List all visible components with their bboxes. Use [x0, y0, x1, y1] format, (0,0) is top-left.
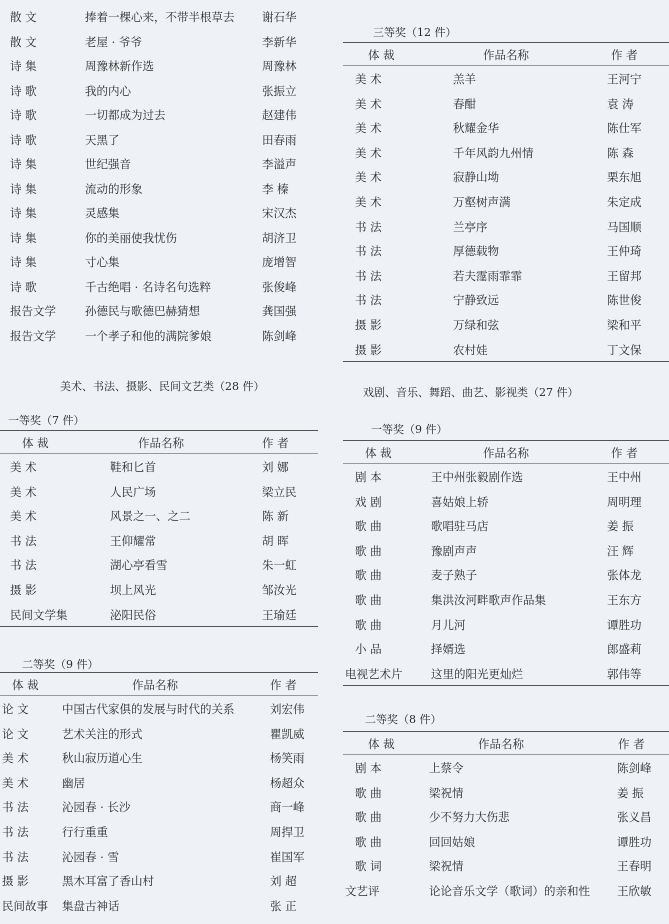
author-cell: 张 正 — [270, 898, 297, 913]
table-bottom-rule — [343, 685, 669, 686]
author-cell: 胡济卫 — [262, 230, 297, 245]
author-cell: 李 榛 — [262, 181, 289, 196]
award-table-drama-first — [343, 440, 669, 686]
author-cell: 庞增智 — [262, 255, 297, 269]
table-row — [343, 464, 669, 489]
genre-cell: 歌 曲 — [355, 810, 382, 825]
genre-cell: 美 术 — [355, 194, 382, 209]
author-cell: 周豫林 — [262, 59, 297, 73]
genre-cell: 文艺评 — [345, 883, 380, 898]
column-header-title: 作品名称 — [132, 678, 178, 692]
genre-cell: 书 法 — [2, 849, 29, 864]
table-header — [343, 731, 669, 755]
genre-cell: 美 术 — [10, 484, 37, 499]
author-cell: 陈剑峰 — [617, 761, 652, 775]
title-cell: 这里的阳光更灿烂 — [431, 666, 523, 681]
genre-cell: 散 文 — [10, 10, 37, 24]
genre-cell: 诗 集 — [10, 181, 37, 196]
table-row — [0, 721, 318, 746]
genre-cell: 美 术 — [2, 775, 29, 790]
table-row — [0, 249, 330, 274]
title-cell: 灵感集 — [85, 206, 120, 220]
genre-cell: 诗 歌 — [10, 108, 37, 122]
table-row — [343, 562, 669, 587]
table-row — [343, 755, 669, 780]
title-cell: 沁园春 · 雪 — [62, 849, 119, 864]
table-row — [0, 53, 330, 78]
author-cell: 朱定成 — [607, 194, 642, 209]
table-row — [343, 263, 669, 288]
column-header-title: 作品名称 — [478, 737, 524, 751]
table-row — [343, 804, 669, 829]
author-cell: 崔国军 — [270, 849, 305, 864]
genre-cell: 书 法 — [2, 824, 29, 839]
table-row — [343, 636, 669, 661]
author-cell: 周捍卫 — [270, 824, 305, 839]
table-row — [343, 238, 669, 263]
title-cell: 周豫林新作选 — [85, 59, 154, 73]
genre-cell: 诗 集 — [10, 59, 37, 73]
table-row — [0, 176, 330, 201]
title-cell: 王仰耀常 — [110, 533, 156, 548]
title-cell: 厚德载物 — [453, 244, 499, 259]
author-cell: 栗东旭 — [607, 170, 642, 185]
genre-cell: 论 文 — [2, 702, 29, 716]
author-cell: 汪 辉 — [607, 543, 634, 558]
table-row — [0, 602, 318, 627]
column-header-genre: 体 裁 — [368, 737, 395, 751]
title-cell: 坝上风光 — [110, 582, 156, 597]
genre-cell: 报告文学 — [10, 328, 56, 343]
author-cell: 谢石华 — [262, 10, 297, 24]
author-cell: 陈 新 — [262, 509, 289, 524]
genre-cell: 美 术 — [10, 509, 37, 524]
column-header-title: 作品名称 — [483, 446, 529, 460]
genre-cell: 摄 影 — [355, 342, 382, 357]
award-table-drama-second — [343, 731, 669, 903]
title-cell: 少不努力大伤悲 — [429, 810, 510, 825]
author-cell: 张振立 — [262, 83, 297, 98]
author-cell: 王留邦 — [607, 268, 642, 283]
table-bottom-rule — [0, 626, 318, 627]
table-row — [343, 489, 669, 514]
genre-cell: 美 术 — [355, 121, 382, 136]
table-row — [0, 528, 318, 553]
genre-cell: 歌 词 — [355, 859, 382, 874]
author-cell: 杨笑雨 — [270, 751, 305, 766]
award-level-heading: 一等奖（9 件） — [371, 423, 448, 436]
genre-cell: 散 文 — [10, 34, 37, 49]
table-row — [0, 151, 330, 176]
genre-cell: 诗 歌 — [10, 279, 37, 294]
title-cell: 鞋和匕首 — [110, 460, 156, 474]
table-row — [0, 479, 318, 504]
table-row — [0, 552, 318, 577]
award-table-arts-third — [343, 42, 669, 362]
table-row — [0, 323, 330, 348]
author-cell: 陈 森 — [607, 145, 634, 160]
title-cell: 行行重重 — [62, 824, 108, 839]
author-cell: 王河宁 — [607, 72, 642, 86]
title-cell: 千古绝唱 · 名诗名句选粹 — [85, 279, 211, 294]
table-row — [0, 29, 330, 54]
author-cell: 马国顺 — [607, 219, 642, 234]
table-row — [0, 4, 330, 29]
author-cell: 陈世俊 — [607, 293, 642, 308]
author-cell: 李新华 — [262, 34, 297, 49]
award-table-arts-first — [0, 430, 318, 627]
award-level-heading: 二等奖（8 件） — [365, 713, 442, 726]
title-cell: 千年风韵九州情 — [453, 145, 534, 160]
genre-cell: 戏 剧 — [355, 494, 382, 509]
column-header-genre: 体 裁 — [12, 678, 39, 692]
title-cell: 黑木耳富了香山村 — [62, 874, 154, 889]
column-header-author: 作 者 — [270, 678, 297, 692]
genre-cell: 书 法 — [2, 800, 29, 815]
author-cell: 梁立民 — [262, 484, 297, 499]
title-cell: 寂静山坳 — [453, 170, 499, 185]
column-header-genre: 体 裁 — [365, 446, 392, 460]
table-row — [343, 538, 669, 563]
title-cell: 湖心亭看雪 — [110, 558, 168, 573]
author-cell: 袁 涛 — [607, 96, 634, 111]
table-bottom-rule — [343, 361, 669, 362]
title-cell: 豫剧声声 — [431, 543, 477, 558]
author-cell: 赵建伟 — [262, 108, 297, 122]
author-cell: 商一峰 — [270, 800, 305, 815]
table-row — [343, 66, 669, 91]
author-cell: 王欣敏 — [617, 883, 652, 898]
table-row — [343, 115, 669, 140]
genre-cell: 诗 歌 — [10, 132, 37, 147]
table-row — [0, 794, 318, 819]
genre-cell: 美 术 — [355, 170, 382, 185]
table-row — [0, 844, 318, 869]
genre-cell: 小 品 — [355, 642, 382, 657]
author-cell: 王瑜廷 — [262, 607, 297, 622]
genre-cell: 电视艺术片 — [345, 666, 403, 681]
table-row — [343, 312, 669, 337]
title-cell: 秋耀金华 — [453, 121, 499, 136]
genre-cell: 诗 集 — [10, 157, 37, 171]
author-cell: 龚国强 — [262, 304, 297, 318]
title-cell: 中国古代家俱的发展与时代的关系 — [62, 702, 235, 716]
genre-cell: 书 法 — [355, 244, 382, 259]
title-cell: 你的美丽使我忧伤 — [85, 230, 177, 245]
title-cell: 风景之一、之二 — [110, 509, 191, 524]
table-row — [343, 91, 669, 116]
title-cell: 孙德民与歌德巴赫猜想 — [85, 304, 200, 318]
column-header-title: 作品名称 — [483, 48, 529, 62]
genre-cell: 美 术 — [2, 751, 29, 766]
table-row — [0, 893, 318, 918]
author-cell: 陈剑峰 — [262, 328, 297, 343]
genre-cell: 诗 歌 — [10, 83, 37, 98]
genre-cell: 书 法 — [355, 219, 382, 234]
table-row — [0, 503, 318, 528]
author-cell: 周明理 — [607, 494, 642, 509]
genre-cell: 民间故事 — [2, 898, 48, 913]
title-cell: 麦子熟子 — [431, 568, 477, 583]
author-cell: 谭胜功 — [617, 834, 652, 849]
genre-cell: 美 术 — [355, 145, 382, 160]
genre-cell: 书 法 — [355, 293, 382, 308]
genre-cell: 歌 曲 — [355, 834, 382, 849]
genre-cell: 剧 本 — [355, 761, 382, 775]
title-cell: 回回姑娘 — [429, 834, 475, 849]
title-cell: 择婿选 — [431, 642, 466, 657]
table-row — [343, 878, 669, 903]
author-cell: 刘宏伟 — [270, 702, 305, 716]
author-cell: 瞿凯威 — [270, 726, 305, 741]
title-cell: 一切都成为过去 — [85, 108, 166, 122]
title-cell: 老屋 · 爷爷 — [85, 34, 142, 49]
author-cell: 张俊峰 — [262, 279, 297, 294]
title-cell: 梁祝情 — [429, 785, 464, 800]
title-cell: 世纪强音 — [85, 157, 131, 171]
title-cell: 集盘古神话 — [62, 898, 120, 913]
title-cell: 一个孝子和他的满院爹娘 — [85, 328, 212, 343]
author-cell: 邹汝光 — [262, 582, 297, 597]
title-cell: 农村娃 — [453, 342, 488, 357]
column-header-title: 作品名称 — [138, 436, 184, 450]
award-level-heading: 三等奖（12 件） — [373, 26, 457, 39]
title-cell: 喜姑娘上轿 — [431, 494, 489, 509]
author-cell: 王东方 — [607, 592, 642, 607]
title-cell: 春酣 — [453, 96, 476, 111]
title-cell: 天黑了 — [85, 132, 120, 147]
title-cell: 歌唱驻马店 — [431, 519, 489, 534]
author-cell: 刘 娜 — [262, 460, 289, 474]
author-cell: 宋汉杰 — [262, 206, 297, 220]
table-row — [343, 612, 669, 637]
table-row — [0, 696, 318, 721]
genre-cell: 书 法 — [10, 558, 37, 573]
column-header-author: 作 者 — [611, 446, 638, 460]
table-row — [343, 140, 669, 165]
author-cell: 姜 振 — [607, 519, 634, 534]
table-row — [343, 214, 669, 239]
title-cell: 秋山寂历道心生 — [62, 751, 143, 766]
author-cell: 李溢声 — [262, 157, 297, 171]
table-row — [343, 287, 669, 312]
author-cell: 张义昌 — [617, 810, 652, 825]
title-cell: 若夫霪雨霏霏 — [453, 268, 522, 283]
genre-cell: 书 法 — [355, 268, 382, 283]
genre-cell: 歌 曲 — [355, 617, 382, 632]
table-row — [0, 200, 330, 225]
table-header — [0, 430, 318, 454]
title-cell: 羔羊 — [453, 72, 476, 86]
section-heading-arts: 美术、书法、摄影、民间文艺类（28 件） — [60, 380, 265, 393]
table-header — [343, 440, 669, 464]
table-row — [0, 819, 318, 844]
section-heading-drama: 戏剧、音乐、舞蹈、曲艺、影视类（27 件） — [363, 386, 579, 399]
author-cell: 王仲琦 — [607, 244, 642, 259]
author-cell: 王春明 — [617, 859, 652, 874]
column-header-genre: 体 裁 — [22, 436, 49, 450]
award-level-heading: 一等奖（7 件） — [8, 414, 85, 427]
genre-cell: 报告文学 — [10, 304, 56, 318]
title-cell: 我的内心 — [85, 83, 131, 98]
title-cell: 人民广场 — [110, 484, 156, 499]
title-cell: 上蔡令 — [429, 761, 464, 775]
column-header-author: 作 者 — [618, 737, 645, 751]
title-cell: 月儿河 — [431, 617, 466, 632]
author-cell: 丁文保 — [607, 342, 642, 357]
genre-cell: 书 法 — [10, 533, 37, 548]
table-row — [0, 745, 318, 770]
table-row — [0, 454, 318, 479]
genre-cell: 诗 集 — [10, 230, 37, 245]
title-cell: 论论音乐文学（歌词）的亲和性 — [429, 883, 590, 898]
title-cell: 幽居 — [62, 775, 85, 790]
table-row — [343, 164, 669, 189]
author-cell: 梁和平 — [607, 317, 642, 332]
award-table-arts-second — [0, 672, 318, 917]
author-cell: 刘 超 — [270, 874, 297, 889]
title-cell: 寸心集 — [85, 255, 120, 269]
table-row — [0, 225, 330, 250]
literature-award-list — [0, 4, 330, 347]
table-row — [0, 78, 330, 103]
title-cell: 捧着一棵心来，不带半根草去 — [85, 10, 235, 24]
table-row — [0, 577, 318, 602]
title-cell: 流动的形象 — [85, 181, 143, 196]
table-row — [0, 868, 318, 893]
table-row — [343, 780, 669, 805]
table-row — [343, 853, 669, 878]
table-row — [343, 189, 669, 214]
genre-cell: 歌 曲 — [355, 785, 382, 800]
author-cell: 郎盛莉 — [607, 642, 642, 657]
author-cell: 田春雨 — [262, 132, 297, 147]
title-cell: 集洪汝河畔歌声作品集 — [431, 592, 546, 607]
table-row — [343, 829, 669, 854]
title-cell: 兰亭序 — [453, 219, 488, 234]
genre-cell: 歌 曲 — [355, 543, 382, 558]
column-header-author: 作 者 — [262, 436, 289, 450]
table-row — [0, 274, 330, 299]
genre-cell: 歌 曲 — [355, 568, 382, 583]
genre-cell: 摄 影 — [2, 874, 29, 889]
genre-cell: 诗 集 — [10, 255, 37, 269]
title-cell: 宁静致远 — [453, 293, 499, 308]
table-row — [0, 127, 330, 152]
table-row — [0, 102, 330, 127]
table-row — [343, 661, 669, 686]
table-row — [343, 587, 669, 612]
genre-cell: 民间文学集 — [10, 607, 68, 622]
author-cell: 张体龙 — [607, 568, 642, 583]
author-cell: 谭胜功 — [607, 617, 642, 632]
genre-cell: 摄 影 — [10, 582, 37, 597]
genre-cell: 诗 集 — [10, 206, 37, 220]
title-cell: 万壑树声满 — [453, 194, 511, 209]
column-header-author: 作 者 — [611, 48, 638, 62]
table-row — [0, 770, 318, 795]
title-cell: 沁园春 · 长沙 — [62, 800, 131, 815]
table-header — [343, 42, 669, 66]
column-header-genre: 体 裁 — [368, 48, 395, 62]
genre-cell: 摄 影 — [355, 317, 382, 332]
author-cell: 杨超众 — [270, 775, 305, 790]
table-row — [0, 298, 330, 323]
title-cell: 艺术关注的形式 — [62, 726, 143, 741]
title-cell: 泌阳民俗 — [110, 607, 156, 622]
author-cell: 陈仕军 — [607, 121, 642, 136]
genre-cell: 美 术 — [355, 72, 382, 86]
genre-cell: 歌 曲 — [355, 519, 382, 534]
title-cell: 王中州张毅剧作选 — [431, 470, 523, 484]
title-cell: 万绿和弦 — [453, 317, 499, 332]
genre-cell: 美 术 — [355, 96, 382, 111]
table-header — [0, 672, 318, 696]
author-cell: 王中州 — [607, 470, 642, 484]
author-cell: 胡 晖 — [262, 533, 289, 548]
genre-cell: 剧 本 — [355, 470, 382, 484]
genre-cell: 论 文 — [2, 726, 29, 741]
genre-cell: 歌 曲 — [355, 592, 382, 607]
table-row — [343, 337, 669, 362]
author-cell: 郭伟等 — [607, 666, 642, 681]
table-row — [343, 513, 669, 538]
author-cell: 朱一虹 — [262, 558, 297, 573]
author-cell: 姜 振 — [617, 785, 644, 800]
title-cell: 梁祝情 — [429, 859, 464, 874]
genre-cell: 美 术 — [10, 460, 37, 474]
award-level-heading: 二等奖（9 件） — [22, 658, 99, 671]
